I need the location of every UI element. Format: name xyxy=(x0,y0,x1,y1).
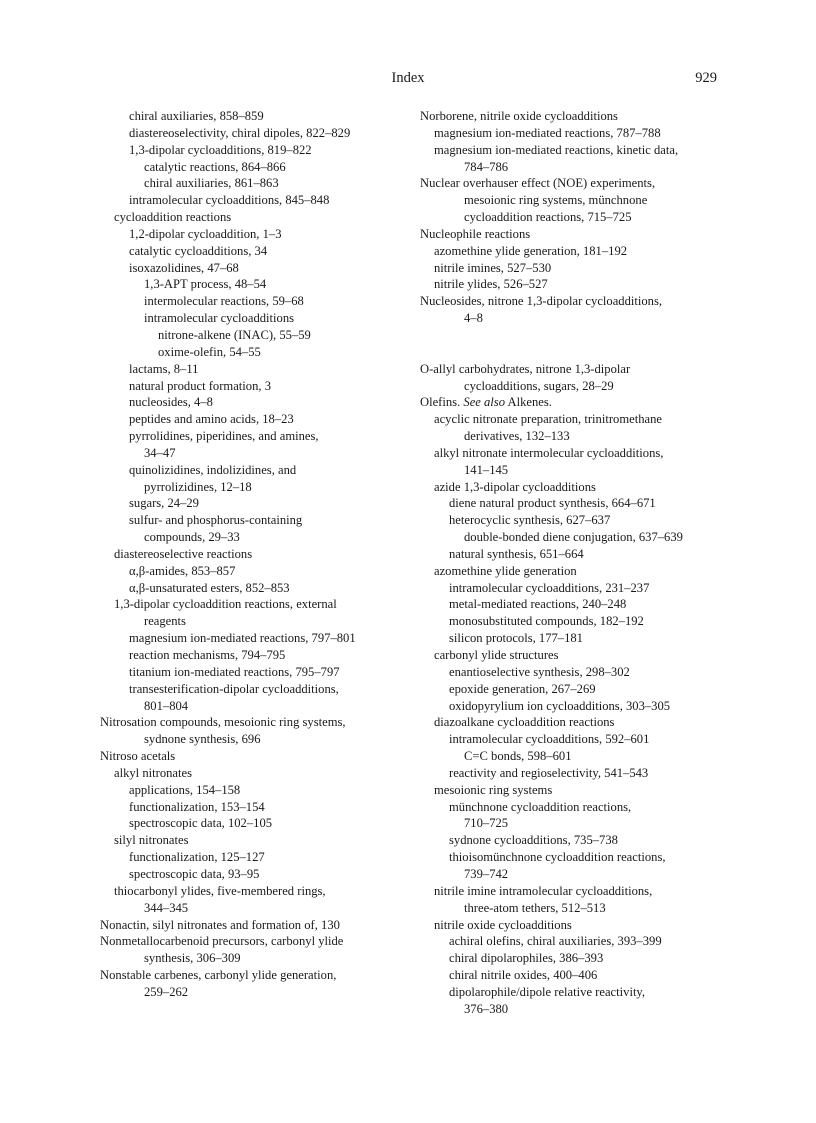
index-entry-main: Nitrosation compounds, mesoionic ring systems, xyxy=(100,715,346,730)
index-entry: nitrile oxide cycloadditions xyxy=(434,917,572,932)
index-entry: sugars, 24–29 xyxy=(129,496,199,511)
cross-reference-term: Alkenes. xyxy=(507,395,552,410)
index-entry-continuation: 710–725 xyxy=(464,816,509,831)
index-entry: functionalization, 153–154 xyxy=(129,799,265,814)
index-entry-continuation: 784–786 xyxy=(464,159,509,174)
index-entry: catalytic reactions, 864–866 xyxy=(144,159,286,174)
index-entry-main: Norborene, nitrile oxide cycloadditions xyxy=(420,109,618,123)
index-entry: functionalization, 125–127 xyxy=(129,850,265,865)
index-entry: nitrone-alkene (INAC), 55–59 xyxy=(158,327,311,342)
index-entry: peptides and amino acids, 18–23 xyxy=(129,412,294,427)
index-entry-main: Nonactin, silyl nitronates and formation of, 130 xyxy=(100,917,340,932)
index-entry-continuation: 344–345 xyxy=(144,900,189,915)
index-entry: acyclic nitronate preparation, trinitromethane xyxy=(434,412,662,427)
index-entry: diastereoselectivity, chiral dipoles, 822–829 xyxy=(129,125,351,140)
index-entry: lactams, 8–11 xyxy=(129,361,199,376)
index-entry: C=C bonds, 598–601 xyxy=(464,749,572,764)
index-entry-main: Nucleophile reactions xyxy=(420,226,531,241)
index-entry: cycloaddition reactions xyxy=(114,210,232,225)
index-entry-continuation: synthesis, 306–309 xyxy=(144,951,241,966)
index-entry-main: O-allyl carbohydrates, nitrone 1,3-dipolar xyxy=(420,361,631,376)
index-entry: oxidopyrylium ion cycloadditions, 303–305 xyxy=(449,698,671,713)
index-entry-continuation: 4–8 xyxy=(464,311,483,326)
index-entry-continuation: 376–380 xyxy=(464,1001,509,1016)
index-entry: magnesium ion-mediated reactions, 787–788 xyxy=(434,125,661,140)
index-entry: magnesium ion-mediated reactions, kinetic data, xyxy=(434,142,679,157)
index-entry: mesoionic ring systems xyxy=(434,782,553,797)
index-entry: double-bonded diene conjugation, 637–639 xyxy=(464,530,683,545)
index-entry-continuation: sydnone synthesis, 696 xyxy=(144,732,261,747)
index-entry: alkyl nitronates xyxy=(114,765,192,780)
index-entry: nitrile imine intramolecular cycloadditions, xyxy=(434,883,653,898)
index-entry: nucleosides, 4–8 xyxy=(129,395,213,410)
entry-term: Olefins. xyxy=(420,395,461,410)
index-entry: chiral auxiliaries, 861–863 xyxy=(144,176,279,191)
index-entry: spectroscopic data, 102–105 xyxy=(129,816,273,831)
index-entry: sulfur- and phosphorus-containing xyxy=(129,513,303,528)
index-entry: reactivity and regioselectivity, 541–543 xyxy=(449,765,649,780)
index-entry-continuation: three-atom tethers, 512–513 xyxy=(464,900,606,915)
index-entry: intramolecular cycloadditions xyxy=(144,311,295,326)
index-entry: intramolecular cycloadditions, 231–237 xyxy=(449,580,650,595)
index-entry-continuation: 34–47 xyxy=(144,445,176,460)
index-entry: chiral auxiliaries, 858–859 xyxy=(129,109,264,123)
index-entry: intramolecular cycloadditions, 592–601 xyxy=(449,732,650,747)
index-entry: α,β-amides, 853–857 xyxy=(129,563,236,578)
index-entry-continuation: 739–742 xyxy=(464,866,509,881)
index-entry: titanium ion-mediated reactions, 795–797 xyxy=(129,664,340,679)
index-entry-continuation: reagents xyxy=(144,614,186,629)
index-entry: enantioselective synthesis, 298–302 xyxy=(449,664,630,679)
index-entry: achiral olefins, chiral auxiliaries, 393–399 xyxy=(449,934,662,949)
index-entry: chiral dipolarophiles, 386–393 xyxy=(449,951,604,966)
index-entry-continuation: derivatives, 132–133 xyxy=(464,429,570,444)
index-entry: diastereoselective reactions xyxy=(114,546,253,561)
index-entry: metal-mediated reactions, 240–248 xyxy=(449,597,627,612)
index-entry: thiocarbonyl ylides, five-membered rings, xyxy=(114,883,326,898)
index-entry: quinolizidines, indolizidines, and xyxy=(129,462,297,477)
index-entry-main: Nonstable carbenes, carbonyl ylide generation, xyxy=(100,968,337,983)
index-entry: pyrrolidines, piperidines, and amines, xyxy=(129,429,319,444)
section-spacer xyxy=(420,344,730,361)
index-entry: silicon protocols, 177–181 xyxy=(449,631,583,646)
index-entry: nitrile ylides, 526–527 xyxy=(434,277,548,292)
index-entry-continuation: cycloaddition reactions, 715–725 xyxy=(464,210,632,225)
index-entry: magnesium ion-mediated reactions, 797–801 xyxy=(129,631,356,646)
index-entry: isoxazolidines, 47–68 xyxy=(129,260,239,275)
index-entry: azide 1,3-dipolar cycloadditions xyxy=(434,479,596,494)
index-entry-continuation: pyrrolizidines, 12–18 xyxy=(144,479,252,494)
index-entry-main: Nucleosides, nitrone 1,3-dipolar cycloadditions, xyxy=(420,294,663,309)
index-entry: diene natural product synthesis, 664–671 xyxy=(449,496,656,511)
index-entry: intermolecular reactions, 59–68 xyxy=(144,294,304,309)
index-entry: spectroscopic data, 93–95 xyxy=(129,866,260,881)
section-spacer xyxy=(420,327,730,344)
index-entry: heterocyclic synthesis, 627–637 xyxy=(449,513,611,528)
index-entry: catalytic cycloadditions, 34 xyxy=(129,243,268,258)
index-entry-continuation: compounds, 29–33 xyxy=(144,530,240,545)
index-entry: natural product formation, 3 xyxy=(129,378,271,393)
index-entry: α,β-unsaturated esters, 852–853 xyxy=(129,580,290,595)
index-entry: intramolecular cycloadditions, 845–848 xyxy=(129,193,330,208)
index-entry: silyl nitronates xyxy=(114,833,189,848)
index-entry: chiral nitrile oxides, 400–406 xyxy=(449,968,598,983)
index-entry: natural synthesis, 651–664 xyxy=(449,546,584,561)
index-entry-main: Nuclear overhauser effect (NOE) experiments, xyxy=(420,176,656,191)
index-entry: transesterification-dipolar cycloadditions, xyxy=(129,681,339,696)
index-entry-continuation: 141–145 xyxy=(464,462,509,477)
index-column-right xyxy=(420,108,730,1018)
index-entry-continuation: cycloadditions, sugars, 28–29 xyxy=(464,378,614,393)
index-entry: 1,3-dipolar cycloaddition reactions, external xyxy=(114,597,337,612)
page-number: 929 xyxy=(695,70,717,86)
index-entry: oxime-olefin, 54–55 xyxy=(158,344,261,359)
see-also-reference: See also xyxy=(463,395,506,410)
index-entry: carbonyl ylide structures xyxy=(434,648,559,662)
index-entry: 1,2-dipolar cycloaddition, 1–3 xyxy=(129,226,282,241)
index-entry: epoxide generation, 267–269 xyxy=(449,681,596,696)
index-entry: azomethine ylide generation xyxy=(434,563,577,578)
index-entry-continuation: 801–804 xyxy=(144,698,189,713)
index-entry-continuation: mesoionic ring systems, münchnone xyxy=(464,193,648,208)
index-entry: 1,3-APT process, 48–54 xyxy=(144,277,267,292)
index-entry-main xyxy=(420,394,730,411)
index-entry: nitrile imines, 527–530 xyxy=(434,260,552,275)
index-entry: applications, 154–158 xyxy=(129,782,241,797)
index-entry: monosubstituted compounds, 182–192 xyxy=(449,614,644,629)
index-entry: 1,3-dipolar cycloadditions, 819–822 xyxy=(129,142,312,157)
index-column-left xyxy=(100,108,400,1001)
index-entry: dipolarophile/dipole relative reactivity, xyxy=(449,984,646,999)
index-entry: alkyl nitronate intermolecular cycloadditions, xyxy=(434,445,664,460)
index-entry: sydnone cycloadditions, 735–738 xyxy=(449,833,618,848)
index-entry-main: Nonmetallocarbenoid precursors, carbonyl ylide xyxy=(100,934,344,949)
running-header-title: Index xyxy=(391,70,425,86)
index-entry: azomethine ylide generation, 181–192 xyxy=(434,243,628,258)
index-entry-main: Nitroso acetals xyxy=(100,749,176,764)
index-entry: münchnone cycloaddition reactions, xyxy=(449,799,632,814)
index-entry: thioisomünchnone cycloaddition reactions, xyxy=(449,850,666,865)
index-entry: reaction mechanisms, 794–795 xyxy=(129,648,286,662)
index-entry-continuation: 259–262 xyxy=(144,984,189,999)
index-entry: diazoalkane cycloaddition reactions xyxy=(434,715,615,730)
